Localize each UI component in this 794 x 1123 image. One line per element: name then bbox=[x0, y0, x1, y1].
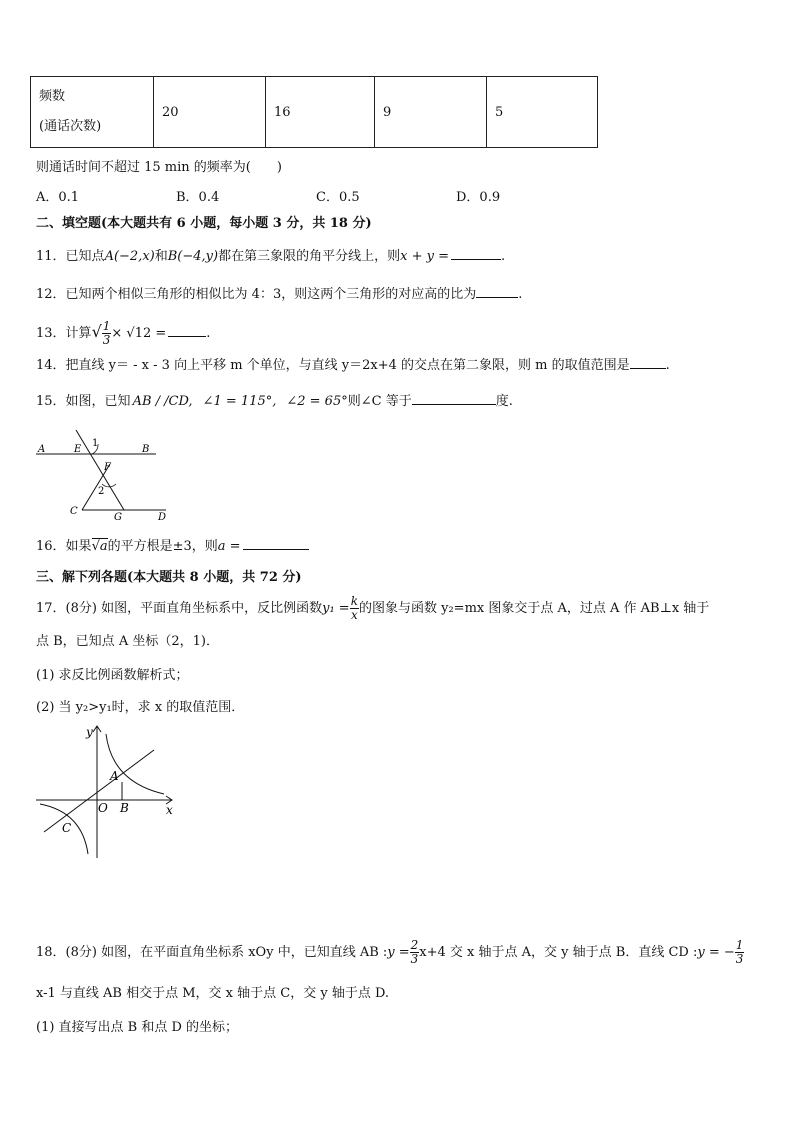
q11-num: 11． bbox=[36, 249, 66, 264]
header-line1: 频数 bbox=[39, 89, 66, 104]
label-b: B bbox=[120, 801, 129, 815]
q11-text-a: 已知点 bbox=[65, 249, 105, 264]
q13-num: 13． bbox=[36, 326, 66, 341]
q15 bbox=[36, 392, 513, 410]
q16-expr: a = bbox=[217, 539, 241, 554]
q11 bbox=[36, 247, 505, 265]
q16-sqrt: √a bbox=[91, 539, 108, 554]
q11-text-b: 和 bbox=[154, 249, 168, 264]
table-cell: 16 bbox=[266, 77, 375, 148]
label-f: F bbox=[104, 462, 111, 473]
line-y2 bbox=[44, 750, 154, 832]
label-g: G bbox=[114, 512, 122, 523]
q10-option-b: B．0.4 bbox=[176, 190, 220, 205]
q16-answer-blank[interactable] bbox=[243, 537, 309, 550]
section2-title: 二、填空题(本大题共有 6 小题，每小题 3 分，共 18 分) bbox=[36, 216, 372, 231]
q12-num: 12． bbox=[36, 287, 66, 302]
q17-sub2: (2) 当 y₂>y₁时，求 x 的取值范围． bbox=[36, 700, 245, 715]
q17-figure bbox=[36, 722, 182, 862]
label-c: C bbox=[62, 821, 72, 835]
label-d: D bbox=[158, 512, 167, 523]
label-c: C bbox=[70, 506, 78, 517]
q15-text-a: 如图，已知 bbox=[65, 394, 131, 409]
q13-answer-blank[interactable] bbox=[168, 324, 206, 337]
label-a: A bbox=[38, 444, 46, 455]
q17-text-b: 的图象与函数 y₂=mx 图象交于点 A，过点 A 作 AB⊥x 轴于 bbox=[358, 601, 710, 616]
q14 bbox=[36, 356, 670, 374]
q12-answer-blank[interactable] bbox=[476, 285, 518, 298]
q11-answer-blank[interactable] bbox=[451, 247, 501, 260]
q13-frac-num: 1 bbox=[102, 319, 111, 333]
q17-line1 bbox=[36, 594, 709, 624]
q18-num: 18． bbox=[36, 945, 66, 960]
q18-eq1-a: y = bbox=[387, 945, 410, 960]
q18-sub1: (1) 直接写出点 B 和点 D 的坐标； bbox=[36, 1020, 239, 1035]
q11-text-c: 都在第三象限的角平分线上，则 bbox=[218, 249, 401, 264]
q16-text-b: 的平方根是±3，则 bbox=[107, 539, 218, 554]
q15-figure bbox=[36, 424, 176, 524]
label-e: E bbox=[74, 444, 82, 455]
table-row bbox=[31, 77, 598, 148]
header-line2: (通话次数) bbox=[39, 119, 102, 134]
label-angle2: 2 bbox=[98, 486, 105, 497]
q15-text-b: 则∠C 等于 bbox=[347, 394, 412, 409]
table-cell: 9 bbox=[375, 77, 487, 148]
q13 bbox=[36, 318, 210, 346]
q18-text-a: (8分) 如图，在平面直角坐标系 xOy 中，已知直线 AB : bbox=[65, 945, 388, 960]
q18-fraction2 bbox=[735, 939, 745, 966]
q11-expr: x + y = bbox=[400, 249, 449, 264]
label-x: x bbox=[166, 803, 173, 817]
label-o: O bbox=[98, 801, 108, 815]
label-angle1: 1 bbox=[92, 438, 99, 449]
q15-angle1: ∠1 = 115°, bbox=[202, 394, 277, 409]
q14-answer-blank[interactable] bbox=[630, 356, 666, 369]
table-header-cell bbox=[31, 77, 154, 148]
q17-fraction bbox=[350, 595, 359, 622]
q11-point-a: A(−2,x) bbox=[104, 249, 155, 264]
q14-text: 把直线 y＝ - x - 3 向上平移 m 个单位，与直线 y＝2x+4 的交点在第二象限，则 m 的取值范围是 bbox=[65, 358, 630, 373]
q14-end: . bbox=[665, 358, 670, 373]
q17-frac-den: x bbox=[350, 608, 358, 622]
q14-num: 14． bbox=[36, 358, 66, 373]
q15-answer-blank[interactable] bbox=[412, 392, 496, 405]
q18-line2: x-1 与直线 AB 相交于点 M，交 x 轴于点 C，交 y 轴于点 D. bbox=[36, 986, 390, 1001]
q16 bbox=[36, 537, 309, 555]
label-a: A bbox=[110, 769, 119, 783]
q18-frac2-den: 3 bbox=[735, 952, 744, 966]
q17-num: 17． bbox=[36, 601, 66, 616]
q18-frac1-num: 2 bbox=[410, 938, 419, 952]
q10-option-a: A．0.1 bbox=[36, 190, 80, 205]
label-b: B bbox=[142, 444, 150, 455]
q10-option-d: D．0.9 bbox=[456, 190, 501, 205]
q17-frac-num: k bbox=[350, 594, 358, 608]
q10-stem: 则通话时间不超过 15 min 的频率为( ) bbox=[36, 160, 282, 175]
q15-angle2: ∠2 = 65° bbox=[286, 394, 348, 409]
q16-num: 16． bbox=[36, 539, 66, 554]
transversal-eg bbox=[76, 430, 124, 510]
q10-option-c: C．0.5 bbox=[316, 190, 360, 205]
section3-title: 三、解下列各题(本大题共 8 小题，共 72 分) bbox=[36, 570, 302, 585]
q17-y1: y₁ = bbox=[322, 601, 350, 616]
q18-fraction1 bbox=[410, 939, 420, 966]
q15-num: 15． bbox=[36, 394, 66, 409]
q18-eq2-a: y = − bbox=[697, 945, 735, 960]
q11-point-b: B(−4,y) bbox=[167, 249, 219, 264]
table-cell: 5 bbox=[487, 77, 598, 148]
q17-line2: 点 B，已知点 A 坐标（2，1)． bbox=[36, 634, 219, 649]
q13-frac-den: 3 bbox=[102, 333, 111, 347]
q15-end: 度. bbox=[495, 394, 513, 409]
q12-text: 已知两个相似三角形的相似比为 4：3，则这两个三角形的对应高的比为 bbox=[65, 287, 477, 302]
table-cell: 20 bbox=[154, 77, 266, 148]
q11-end: . bbox=[500, 249, 506, 264]
label-y: y bbox=[86, 725, 93, 739]
q16-text-a: 如果 bbox=[65, 539, 92, 554]
q13-text: 计算 bbox=[65, 326, 92, 341]
q17-sub1: (1) 求反比例函数解析式； bbox=[36, 668, 189, 683]
q17-text-a: (8分) 如图，平面直角坐标系中，反比例函数 bbox=[65, 601, 323, 616]
q18-frac2-num: 1 bbox=[735, 938, 744, 952]
q18-line1 bbox=[36, 934, 744, 972]
q18-eq1-b: x+4 交 x 轴于点 A，交 y 轴于点 B．直线 CD : bbox=[419, 945, 698, 960]
q12 bbox=[36, 285, 522, 303]
sqrt-sign-icon: √ bbox=[91, 322, 102, 341]
q13-end: . bbox=[206, 326, 211, 341]
q15-parallel: AB / /CD, bbox=[132, 394, 193, 409]
q12-end: . bbox=[518, 287, 523, 302]
q13-fraction bbox=[102, 320, 112, 347]
q18-frac1-den: 3 bbox=[410, 952, 419, 966]
frequency-table bbox=[30, 76, 598, 148]
q13-expr: × √12 = bbox=[111, 326, 167, 341]
